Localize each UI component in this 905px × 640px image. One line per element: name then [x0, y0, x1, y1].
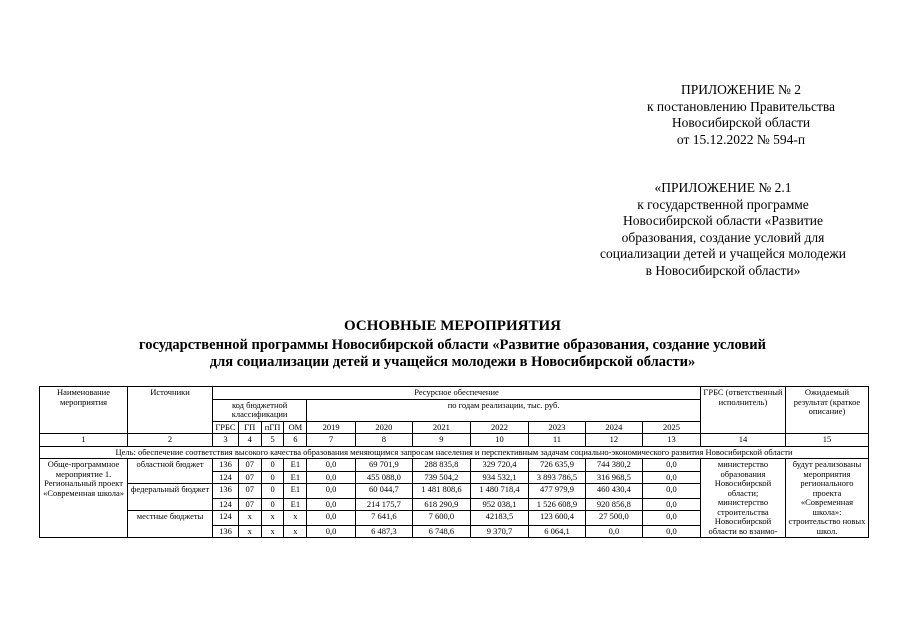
- value-cell: 288 835,8: [412, 459, 470, 472]
- code-cell: 0: [261, 498, 284, 511]
- value-cell: 0,0: [642, 484, 700, 499]
- document-subtitle: для социализации детей и учащейся молодежи в Новосибирской области»: [209, 354, 696, 370]
- header-year: 2019: [307, 421, 356, 434]
- document-subtitle: государственной программы Новосибирской области «Развитие образования, создание условий: [139, 337, 766, 353]
- code-cell: 0: [261, 471, 284, 484]
- goal-row: Цель: обеспечение соответствия высокого качества образования меняющимся запросам населения и перспективным задачам социально-экономического развития Новосибирской области: [40, 446, 869, 459]
- header-year: 2023: [528, 421, 585, 434]
- header-year: 2025: [642, 421, 700, 434]
- header-code-col: ГП: [238, 421, 261, 434]
- column-number: 6: [284, 434, 307, 447]
- column-number: 14: [700, 434, 785, 447]
- value-cell: 6 748,6: [412, 525, 470, 538]
- source-name: областной бюджет: [128, 459, 213, 484]
- appendix-date: от 15.12.2022 № 594-п: [676, 131, 806, 147]
- code-cell: 136: [213, 525, 239, 538]
- document-title: ОСНОВНЫЕ МЕРОПРИЯТИЯ: [344, 318, 561, 334]
- value-cell: 7 641,6: [355, 511, 412, 526]
- value-cell: 6 487,3: [355, 525, 412, 538]
- header-code-col: ГРБС: [213, 421, 239, 434]
- value-cell: 42183,5: [470, 511, 528, 526]
- value-cell: 27 500,0: [585, 511, 642, 526]
- value-cell: 477 979,9: [528, 484, 585, 499]
- column-number: 4: [238, 434, 261, 447]
- code-cell: 136: [213, 484, 239, 499]
- appendix-line: Новосибирской области: [671, 115, 811, 130]
- code-cell: x: [261, 525, 284, 538]
- code-cell: 07: [238, 471, 261, 484]
- code-cell: 0: [261, 484, 284, 499]
- header-budget-code: код бюджетной классификации: [213, 399, 307, 421]
- value-cell: 0,0: [307, 498, 356, 511]
- value-cell: 1 481 808,6: [412, 484, 470, 499]
- code-cell: E1: [284, 484, 307, 499]
- sub-appendix-line: социализации детей и учащейся молодежи: [600, 246, 846, 261]
- header-year: 2024: [585, 421, 642, 434]
- value-cell: 0,0: [307, 471, 356, 484]
- code-cell: x: [238, 525, 261, 538]
- value-cell: 920 856,8: [585, 498, 642, 511]
- header-resources: Ресурсное обеспечение: [213, 387, 701, 400]
- code-cell: x: [261, 511, 284, 526]
- column-number: 7: [307, 434, 356, 447]
- header-sources: Источники: [128, 387, 213, 434]
- value-cell: 6 064,1: [528, 525, 585, 538]
- appendix-line: к постановлению Правительства: [646, 98, 836, 114]
- sub-appendix-line: к государственной программе: [637, 196, 809, 212]
- header-name: Наименование мероприятия: [40, 387, 128, 434]
- activity-name: Обще-программное мероприятие 1. Региональный проект «Современная школа»: [40, 459, 128, 538]
- code-cell: 07: [238, 484, 261, 499]
- value-cell: 0,0: [307, 459, 356, 472]
- header-year: 2020: [355, 421, 412, 434]
- sub-appendix-header: [573, 180, 873, 279]
- code-cell: 124: [213, 498, 239, 511]
- value-cell: 0,0: [642, 498, 700, 511]
- code-cell: 124: [213, 511, 239, 526]
- code-cell: 07: [238, 498, 261, 511]
- value-cell: 744 380,2: [585, 459, 642, 472]
- value-cell: 739 504,2: [412, 471, 470, 484]
- column-number: 8: [355, 434, 412, 447]
- code-cell: 0: [261, 459, 284, 472]
- header-code-col: ОМ: [284, 421, 307, 434]
- value-cell: 0,0: [642, 459, 700, 472]
- value-cell: 934 532,1: [470, 471, 528, 484]
- value-cell: 0,0: [307, 525, 356, 538]
- code-cell: E1: [284, 459, 307, 472]
- source-name: федеральный бюджет: [128, 484, 213, 511]
- appendix-number: ПРИЛОЖЕНИЕ № 2: [680, 82, 802, 97]
- header-code-col: пГП: [261, 421, 284, 434]
- value-cell: 618 290,9: [412, 498, 470, 511]
- appendix-header: [631, 82, 851, 148]
- column-number: 3: [213, 434, 239, 447]
- value-cell: 1 480 718,4: [470, 484, 528, 499]
- value-cell: 123 600,4: [528, 511, 585, 526]
- code-cell: x: [284, 525, 307, 538]
- column-number: 5: [261, 434, 284, 447]
- header-year: 2022: [470, 421, 528, 434]
- column-number: 13: [642, 434, 700, 447]
- value-cell: 69 701,9: [355, 459, 412, 472]
- column-number: 2: [128, 434, 213, 447]
- code-cell: x: [284, 511, 307, 526]
- column-number: 9: [412, 434, 470, 447]
- code-cell: E1: [284, 471, 307, 484]
- value-cell: 3 893 786,5: [528, 471, 585, 484]
- value-cell: 455 088,0: [355, 471, 412, 484]
- value-cell: 214 175,7: [355, 498, 412, 511]
- header-year: 2021: [412, 421, 470, 434]
- code-cell: 124: [213, 471, 239, 484]
- value-cell: 0,0: [307, 484, 356, 499]
- column-number: 12: [585, 434, 642, 447]
- value-cell: 9 370,7: [470, 525, 528, 538]
- value-cell: 0,0: [642, 511, 700, 526]
- column-number: 11: [528, 434, 585, 447]
- value-cell: 7 600,0: [412, 511, 470, 526]
- code-cell: 07: [238, 459, 261, 472]
- value-cell: 60 044,7: [355, 484, 412, 499]
- column-number: 1: [40, 434, 128, 447]
- activities-table: [39, 386, 869, 538]
- code-cell: 136: [213, 459, 239, 472]
- result-cell: будут реализованы мероприятия регионального проекта «Современная школа»: строительство новых школ.: [785, 459, 868, 538]
- value-cell: 1 526 608,9: [528, 498, 585, 511]
- value-cell: 329 720,4: [470, 459, 528, 472]
- column-number: 10: [470, 434, 528, 447]
- code-cell: x: [238, 511, 261, 526]
- sub-appendix-line: в Новосибирской области»: [645, 262, 801, 278]
- value-cell: 316 968,5: [585, 471, 642, 484]
- code-cell: E1: [284, 498, 307, 511]
- header-grbs: ГРБС (ответственный исполнитель): [700, 387, 785, 434]
- header-result: Ожидаемый результат (краткое описание): [785, 387, 868, 434]
- source-name: местные бюджеты: [128, 511, 213, 538]
- column-number: 15: [785, 434, 868, 447]
- value-cell: 0,0: [642, 525, 700, 538]
- value-cell: 0,0: [585, 525, 642, 538]
- value-cell: 952 038,1: [470, 498, 528, 511]
- sub-appendix-number: «ПРИЛОЖЕНИЕ № 2.1: [654, 180, 792, 195]
- grbs-cell: министерство образования Новосибирской области; министерство строительства Новосибирской области во взаимо-: [700, 459, 785, 538]
- value-cell: 726 635,9: [528, 459, 585, 472]
- header-by-years: по годам реализации, тыс. руб.: [307, 399, 701, 421]
- value-cell: 0,0: [307, 511, 356, 526]
- value-cell: 0,0: [642, 471, 700, 484]
- sub-appendix-line: Новосибирской области «Развитие: [623, 213, 823, 228]
- value-cell: 460 430,4: [585, 484, 642, 499]
- sub-appendix-line: образования, создание условий для: [621, 229, 825, 245]
